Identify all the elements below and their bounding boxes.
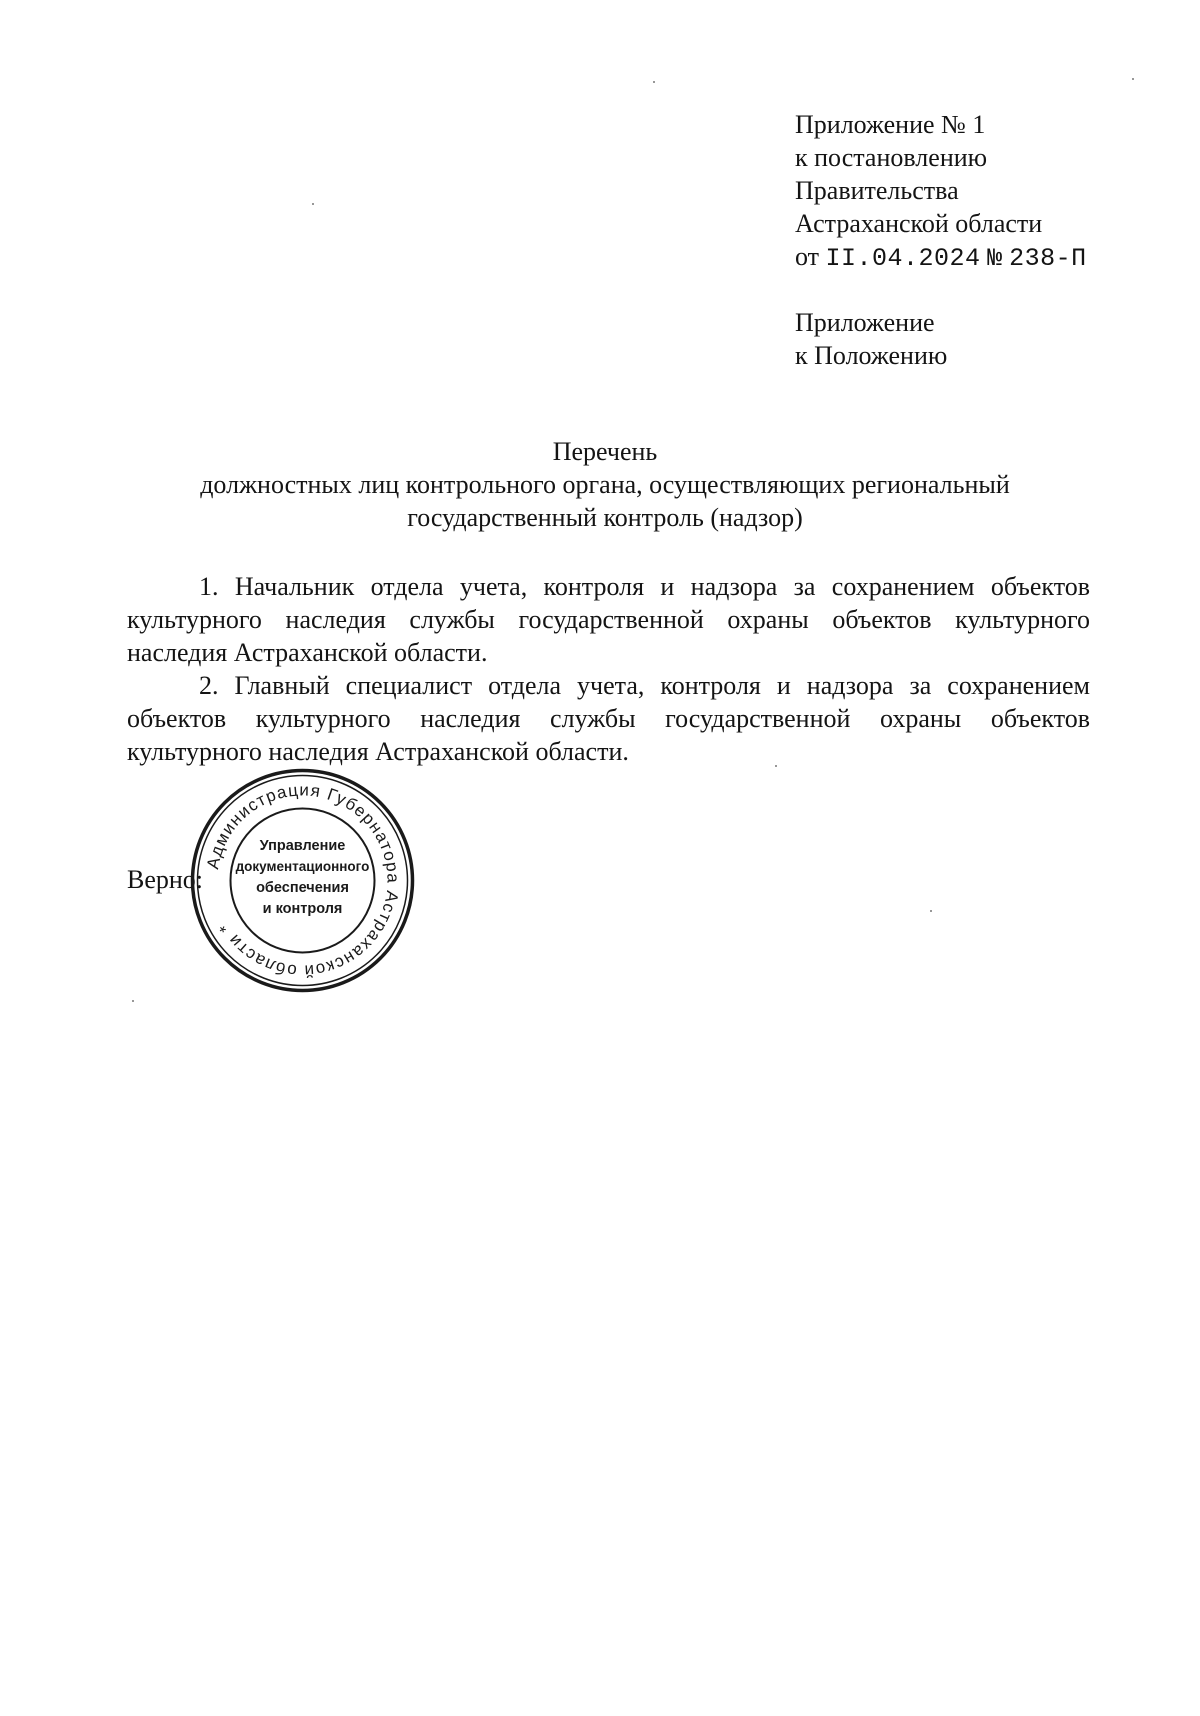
seal-center-line: документационного (235, 859, 370, 874)
scan-speck (775, 765, 777, 767)
officials-list (127, 570, 1090, 768)
decree-date-line (795, 240, 1087, 275)
scan-speck (1132, 78, 1134, 80)
date-prefix: от (795, 242, 820, 271)
seal-ring-textpath: Администрация Губернатора Астраханской области * (203, 780, 403, 981)
seal-center-line: обеспечения (256, 880, 349, 896)
scan-speck (132, 1000, 134, 1002)
title-line: должностных лиц контрольного органа, осуществляющих региональный (200, 470, 1010, 499)
decree-number: 238-П (1009, 244, 1087, 273)
document-title (120, 435, 1090, 534)
list-item: 1. Начальник отдела учета, контроля и надзора за сохранением объектов культурного наследия службы государственной охраны объектов культурного наследия Астраханской области. (127, 572, 1090, 667)
appendix-1-line: к постановлению (795, 143, 988, 172)
scan-speck (312, 203, 314, 205)
scan-speck (930, 910, 932, 912)
seal-center-text (236, 838, 370, 917)
appendix-1-line: Правительства (795, 176, 959, 205)
appendix-2-header (795, 306, 947, 372)
seal-center-line: и контроля (262, 901, 343, 917)
title-line: Перечень (552, 437, 658, 466)
appendix-2-line: к Положению (795, 341, 948, 370)
seal-center-line: Управление (259, 838, 346, 854)
appendix-1-line: Приложение № 1 (795, 110, 986, 139)
number-sign: № (987, 244, 1003, 273)
list-item: 2. Главный специалист отдела учета, контроля и надзора за сохранением объектов культурного наследия службы государственной охраны объектов культурного наследия Астраханской области. (127, 671, 1090, 766)
title-line: государственный контроль (надзор) (407, 503, 803, 532)
scan-speck (653, 81, 655, 83)
appendix-1-header (795, 108, 1087, 275)
verno-label: Верно: (127, 865, 204, 894)
appendix-1-line: Астраханской области (795, 209, 1043, 238)
official-seal-stamp (190, 768, 415, 993)
decree-date: II.04.2024 (825, 244, 981, 273)
appendix-2-line: Приложение (795, 308, 935, 337)
